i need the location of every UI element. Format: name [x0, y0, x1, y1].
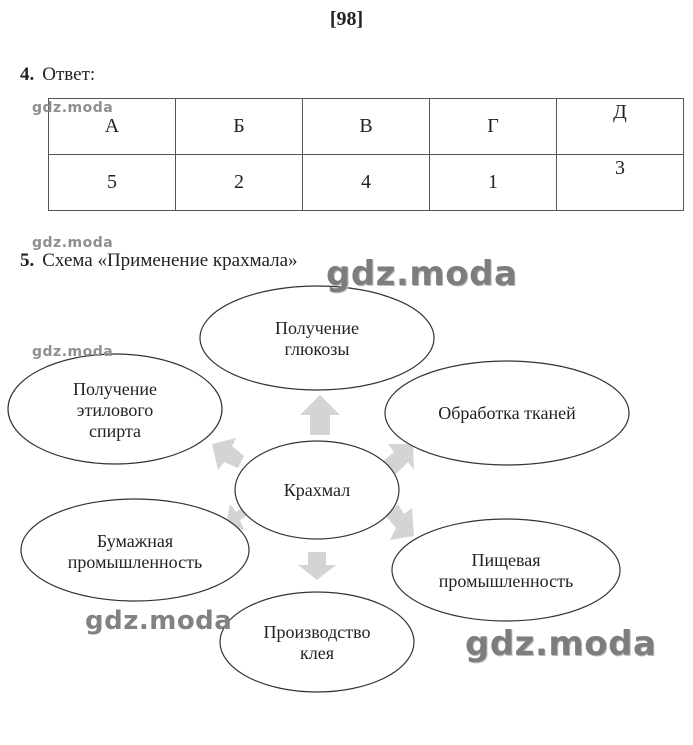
watermark: gdz.moda: [32, 100, 114, 116]
node-ethanol-line-2: этилового: [76, 400, 154, 420]
node-glue-line-2: клея: [300, 643, 334, 663]
arrow-down: [298, 552, 336, 580]
node-food-line-1: Пищевая: [471, 550, 541, 570]
node-food: [392, 519, 620, 621]
node-ethanol-line-3: спирта: [88, 421, 142, 441]
node-glucose-line-2: глюкозы: [284, 339, 350, 359]
question-label: Схема «Применение крахмала»: [42, 250, 298, 271]
node-glue: [220, 592, 414, 692]
table-header-cell: Б: [176, 99, 303, 155]
node-paper-line-1: Бумажная: [96, 531, 174, 551]
node-glucose: [200, 286, 434, 390]
table-cell: 4: [303, 155, 430, 211]
node-center-label: Крахмал: [283, 480, 351, 500]
table-header-cell: Г: [430, 99, 557, 155]
node-paper-line-2: промышленность: [67, 552, 203, 572]
table-cell: 2: [176, 155, 303, 211]
node-glucose-line-1: Получение: [274, 318, 360, 338]
node-textile-label: Обработка тканей: [438, 403, 576, 423]
watermark: gdz.moda: [32, 235, 114, 251]
watermark: gdz.moda: [32, 344, 114, 360]
page-number: [98]: [329, 8, 364, 30]
node-food-line-2: промышленность: [438, 571, 574, 591]
watermark: gdz.moda: [465, 624, 657, 664]
watermark: gdz.moda: [85, 606, 233, 636]
table-header-cell: В: [303, 99, 430, 155]
table-cell: 1: [430, 155, 557, 211]
question-label: Ответ:: [42, 64, 96, 85]
watermark: gdz.moda: [326, 254, 518, 294]
arrow-up-left: [212, 438, 244, 470]
node-glue-line-1: Производство: [263, 622, 371, 642]
table-header-cell: Д: [557, 99, 684, 155]
table-cell: 3: [557, 155, 684, 211]
table-cell: 5: [49, 155, 176, 211]
node-ethanol-line-1: Получение: [72, 379, 158, 399]
table-header-cell: А: [49, 99, 176, 155]
question-number: 5.: [20, 250, 35, 271]
question-number: 4.: [20, 64, 35, 85]
arrow-up: [300, 395, 340, 435]
